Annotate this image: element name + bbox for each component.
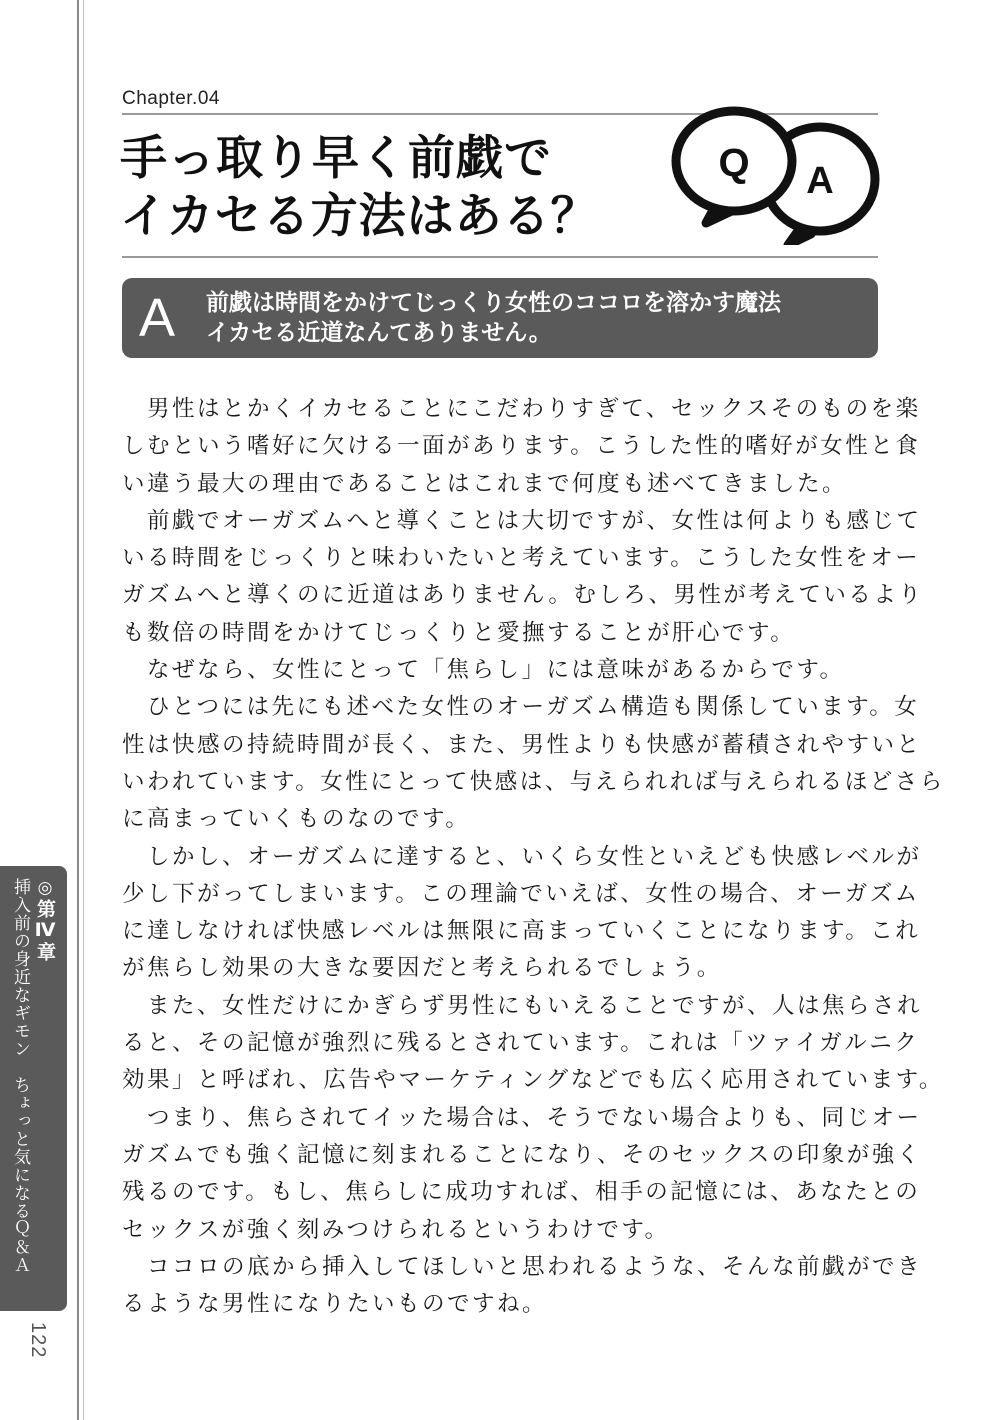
side-tab-subtitle: 挿入前の身近なギモン [10, 878, 30, 1058]
body-line: 残るのです。もし、焦らしに成功すれば、相手の記憶には、あなたとの [122, 1179, 921, 1206]
body-line: いわれています。女性にとって快感は、与えられれば与えられるほどさら [122, 768, 945, 795]
body-line: いる時間をじっくりと味わいたいと考えています。こうした女性をオー [122, 545, 921, 572]
binding-line-inner [83, 0, 84, 1420]
body-line: るような男性になりたいものですね。 [122, 1291, 548, 1318]
a-letter: A [806, 160, 834, 202]
body-line: い違う最大の理由であることはこれまで何度も述べてきました。 [122, 470, 848, 497]
body-line: しむという嗜好に欠ける一面があります。こうした性的嗜好が女性と食 [122, 433, 921, 460]
side-tab-section: ちょっと気になるＱ＆Ａ [10, 1076, 30, 1274]
qa-speech-bubbles-icon [668, 105, 882, 245]
body-line: に達しなければ快感レベルは無限に高まっていくことになります。これ [122, 918, 921, 945]
body-text [122, 391, 945, 1323]
body-line: に高まっていくものなのです。 [122, 806, 471, 833]
body-line: ガズムでも強く記憶に刻まれることになり、そのセックスの印象が強く [122, 1141, 922, 1168]
page-title [120, 130, 680, 246]
body-line: 性は快感の持続時間が長く、また、男性よりも快感が蓄積されやすいと [122, 731, 922, 758]
side-tab-chapter [32, 878, 59, 962]
body-line: 効果」と呼ばれ、広告やマーケティングなどでも広く応用されています。 [122, 1067, 944, 1094]
body-line: なぜなら、女性にとって「焦らし」には意味があるからです。 [122, 657, 845, 684]
body-line: しかし、オーガズムに達すると、いくら女性といえども快感レベルが [122, 843, 922, 870]
body-line: ると、その記憶が強烈に残るとされています。これは「ツァイガルニク [122, 1030, 920, 1057]
side-tab-chapter-title: 第Ⅳ章 [34, 899, 56, 962]
side-tab-subtitle-column [8, 878, 33, 1274]
body-line: セックスが強く刻みつけられるというわけです。 [122, 1216, 670, 1243]
binding-line [77, 0, 79, 1420]
body-line: また、女性だけにかぎらず男性にもいえることですが、人は焦らされ [122, 992, 923, 1019]
body-line: つまり、焦らされてイッた場合は、そうでない場合よりも、同じオー [122, 1104, 922, 1131]
answer-line: 前戯は時間をかけてじっくり女性のココロを溶かす魔法 [206, 290, 781, 316]
answer-letter: A [139, 288, 176, 348]
answer-line: イカセる近道なんてありません。 [206, 320, 552, 346]
side-tab-mark: ◎ [35, 878, 55, 899]
title-bottom-rule [122, 256, 878, 258]
page-number: 122 [27, 1322, 49, 1359]
answer-summary [206, 288, 781, 348]
body-line: 男性はとかくイカセることにこだわりすぎて、セックスそのものを楽 [122, 396, 921, 422]
body-line: 前戯でオーガズムへと導くことは大切ですが、女性は何よりも感じて [122, 507, 922, 534]
title-line: イカセる方法はある？ [120, 189, 599, 244]
body-line: 少し下がってしまいます。この理論でいえば、女性の場合、オーガズム [122, 880, 920, 907]
chapter-label: Chapter.04 [122, 88, 220, 109]
chapter-side-tab [0, 866, 67, 1311]
answer-box [122, 278, 878, 358]
body-line: ガズムへと導くのに近道はありません。むしろ、男性が考えているより [122, 582, 924, 609]
body-line: が焦らし効果の大きな要因だと考えられるでしょう。 [122, 955, 722, 982]
body-line: ココロの底から挿入してほしいと思われるような、そんな前戯ができ [122, 1253, 923, 1280]
q-letter: Q [718, 141, 750, 185]
body-line: も数倍の時間をかけてじっくりと愛撫することが肝心です。 [122, 619, 796, 646]
title-line: 手っ取り早く前戯で [120, 131, 552, 186]
body-line: ひとつには先にも述べた女性のオーガズム構造も関係しています。女 [122, 694, 920, 721]
